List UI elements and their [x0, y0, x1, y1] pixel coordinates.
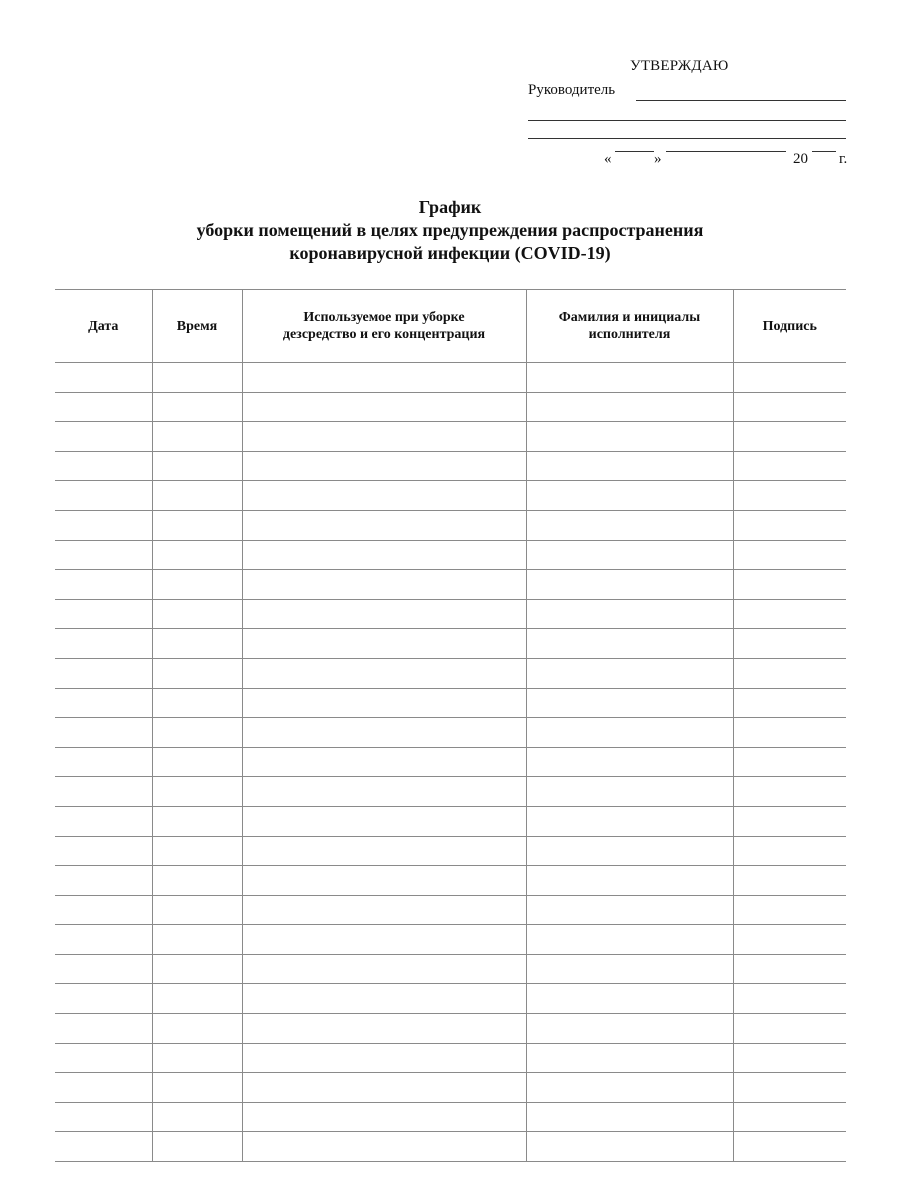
signature-cell [733, 1102, 846, 1132]
approval-date-row [604, 151, 848, 173]
table-row [55, 925, 846, 955]
date-cell [55, 777, 152, 807]
disinfectant-cell [242, 718, 526, 748]
table-row [55, 1102, 846, 1132]
table-row [55, 422, 846, 452]
date-cell [55, 866, 152, 896]
disinfectant-cell [242, 954, 526, 984]
signature-cell [733, 481, 846, 511]
approval-title: УТВЕРЖДАЮ [630, 58, 729, 74]
day-blank-line [615, 151, 654, 152]
table-row [55, 866, 846, 896]
disinfectant-cell [242, 363, 526, 393]
disinfectant-cell [242, 806, 526, 836]
date-cell [55, 422, 152, 452]
disinfectant-cell [242, 629, 526, 659]
table-row [55, 629, 846, 659]
time-cell [152, 747, 242, 777]
disinfectant-cell [242, 925, 526, 955]
performer-cell [526, 629, 733, 659]
performer-cell [526, 954, 733, 984]
performer-cell [526, 658, 733, 688]
date-cell [55, 599, 152, 629]
table-row [55, 1043, 846, 1073]
performer-cell [526, 688, 733, 718]
title-line-1: График [418, 197, 482, 217]
performer-cell [526, 777, 733, 807]
signature-cell [733, 688, 846, 718]
time-cell [152, 481, 242, 511]
year-blank-line [812, 151, 836, 152]
time-cell [152, 806, 242, 836]
performer-cell [526, 392, 733, 422]
table-row [55, 954, 846, 984]
signature-cell [733, 422, 846, 452]
signature-cell [733, 806, 846, 836]
table-row [55, 718, 846, 748]
signature-cell [733, 718, 846, 748]
date-cell [55, 540, 152, 570]
date-cell [55, 570, 152, 600]
date-cell [55, 481, 152, 511]
date-cell [55, 954, 152, 984]
table-row [55, 481, 846, 511]
disinfectant-cell [242, 451, 526, 481]
disinfectant-cell [242, 1043, 526, 1073]
signature-cell [733, 363, 846, 393]
approval-blank-line-2 [528, 138, 846, 139]
signature-cell [733, 836, 846, 866]
table-row [55, 984, 846, 1014]
title-line-3: коронавирусной инфекции (COVID-19) [289, 243, 611, 263]
date-cell [55, 1073, 152, 1103]
disinfectant-cell [242, 1132, 526, 1162]
head-signature-line [636, 100, 846, 101]
date-cell [55, 806, 152, 836]
time-cell [152, 925, 242, 955]
signature-cell [733, 954, 846, 984]
time-cell [152, 451, 242, 481]
date-cell [55, 1102, 152, 1132]
date-close-quote: » [654, 151, 662, 167]
table-row [55, 836, 846, 866]
time-cell [152, 866, 242, 896]
head-signature-row [528, 82, 846, 102]
signature-cell [733, 1132, 846, 1162]
table-row [55, 1073, 846, 1103]
date-cell [55, 688, 152, 718]
disinfectant-cell [242, 510, 526, 540]
year-suffix: г. [839, 151, 848, 167]
disinfectant-cell [242, 422, 526, 452]
table-row [55, 747, 846, 777]
performer-cell [526, 836, 733, 866]
header-signature: Подпись [733, 290, 846, 363]
disinfectant-cell [242, 1014, 526, 1044]
signature-cell [733, 895, 846, 925]
disinfectant-cell [242, 481, 526, 511]
disinfectant-cell [242, 984, 526, 1014]
date-cell [55, 747, 152, 777]
signature-cell [733, 392, 846, 422]
performer-cell [526, 1102, 733, 1132]
date-open-quote: « [604, 151, 612, 167]
time-cell [152, 718, 242, 748]
signature-cell [733, 510, 846, 540]
header-performer-name: Фамилия и инициалы исполнителя [526, 290, 733, 363]
month-blank-line [666, 151, 786, 152]
date-cell [55, 451, 152, 481]
date-cell [55, 718, 152, 748]
table-row [55, 540, 846, 570]
performer-cell [526, 570, 733, 600]
time-cell [152, 1132, 242, 1162]
disinfectant-cell [242, 392, 526, 422]
disinfectant-cell [242, 1073, 526, 1103]
signature-cell [733, 570, 846, 600]
disinfectant-cell [242, 747, 526, 777]
date-cell [55, 363, 152, 393]
time-cell [152, 599, 242, 629]
time-cell [152, 570, 242, 600]
disinfectant-cell [242, 599, 526, 629]
table-header-row [55, 290, 846, 363]
performer-cell [526, 895, 733, 925]
table-row [55, 895, 846, 925]
performer-cell [526, 1043, 733, 1073]
time-cell [152, 1073, 242, 1103]
performer-cell [526, 481, 733, 511]
table-row [55, 451, 846, 481]
cleaning-schedule-table [55, 289, 846, 1162]
signature-cell [733, 925, 846, 955]
performer-cell [526, 866, 733, 896]
disinfectant-cell [242, 658, 526, 688]
signature-cell [733, 777, 846, 807]
performer-cell [526, 1073, 733, 1103]
disinfectant-cell [242, 540, 526, 570]
signature-cell [733, 747, 846, 777]
time-cell [152, 629, 242, 659]
title-line-2: уборки помещений в целях предупреждения распространения [196, 220, 704, 240]
table-row [55, 688, 846, 718]
performer-cell [526, 540, 733, 570]
date-cell [55, 836, 152, 866]
time-cell [152, 1102, 242, 1132]
disinfectant-cell [242, 688, 526, 718]
performer-cell [526, 718, 733, 748]
table-row [55, 570, 846, 600]
performer-cell [526, 599, 733, 629]
table-row [55, 599, 846, 629]
performer-cell [526, 1014, 733, 1044]
approval-blank-line-1 [528, 120, 846, 121]
date-cell [55, 1132, 152, 1162]
time-cell [152, 1014, 242, 1044]
date-cell [55, 984, 152, 1014]
performer-cell [526, 747, 733, 777]
time-cell [152, 1043, 242, 1073]
time-cell [152, 984, 242, 1014]
performer-cell [526, 422, 733, 452]
signature-cell [733, 1073, 846, 1103]
time-cell [152, 954, 242, 984]
signature-cell [733, 1014, 846, 1044]
disinfectant-cell [242, 777, 526, 807]
time-cell [152, 895, 242, 925]
signature-cell [733, 984, 846, 1014]
time-cell [152, 363, 242, 393]
date-cell [55, 895, 152, 925]
head-label: Руководитель [528, 82, 616, 98]
signature-cell [733, 1043, 846, 1073]
performer-cell [526, 363, 733, 393]
time-cell [152, 422, 242, 452]
performer-cell [526, 806, 733, 836]
date-cell [55, 925, 152, 955]
signature-cell [733, 629, 846, 659]
date-cell [55, 658, 152, 688]
signature-cell [733, 866, 846, 896]
table-row [55, 392, 846, 422]
time-cell [152, 510, 242, 540]
table-row [55, 363, 846, 393]
disinfectant-cell [242, 836, 526, 866]
header-date: Дата [55, 290, 152, 363]
table-row [55, 658, 846, 688]
performer-cell [526, 1132, 733, 1162]
performer-cell [526, 510, 733, 540]
time-cell [152, 658, 242, 688]
disinfectant-cell [242, 866, 526, 896]
table-row [55, 1132, 846, 1162]
signature-cell [733, 540, 846, 570]
header-time: Время [152, 290, 242, 363]
time-cell [152, 777, 242, 807]
performer-cell [526, 984, 733, 1014]
time-cell [152, 688, 242, 718]
header-disinfectant: Используемое при уборке дезсредство и его концентрация [242, 290, 526, 363]
year-prefix: 20 [793, 151, 808, 167]
document-title [0, 196, 900, 265]
table-body [55, 363, 846, 1162]
table-row [55, 806, 846, 836]
date-cell [55, 510, 152, 540]
time-cell [152, 836, 242, 866]
disinfectant-cell [242, 895, 526, 925]
date-cell [55, 392, 152, 422]
performer-cell [526, 451, 733, 481]
disinfectant-cell [242, 570, 526, 600]
date-cell [55, 629, 152, 659]
signature-cell [733, 599, 846, 629]
performer-cell [526, 925, 733, 955]
signature-cell [733, 658, 846, 688]
table-row [55, 510, 846, 540]
date-cell [55, 1014, 152, 1044]
table-row [55, 1014, 846, 1044]
date-cell [55, 1043, 152, 1073]
time-cell [152, 540, 242, 570]
time-cell [152, 392, 242, 422]
table-row [55, 777, 846, 807]
disinfectant-cell [242, 1102, 526, 1132]
signature-cell [733, 451, 846, 481]
